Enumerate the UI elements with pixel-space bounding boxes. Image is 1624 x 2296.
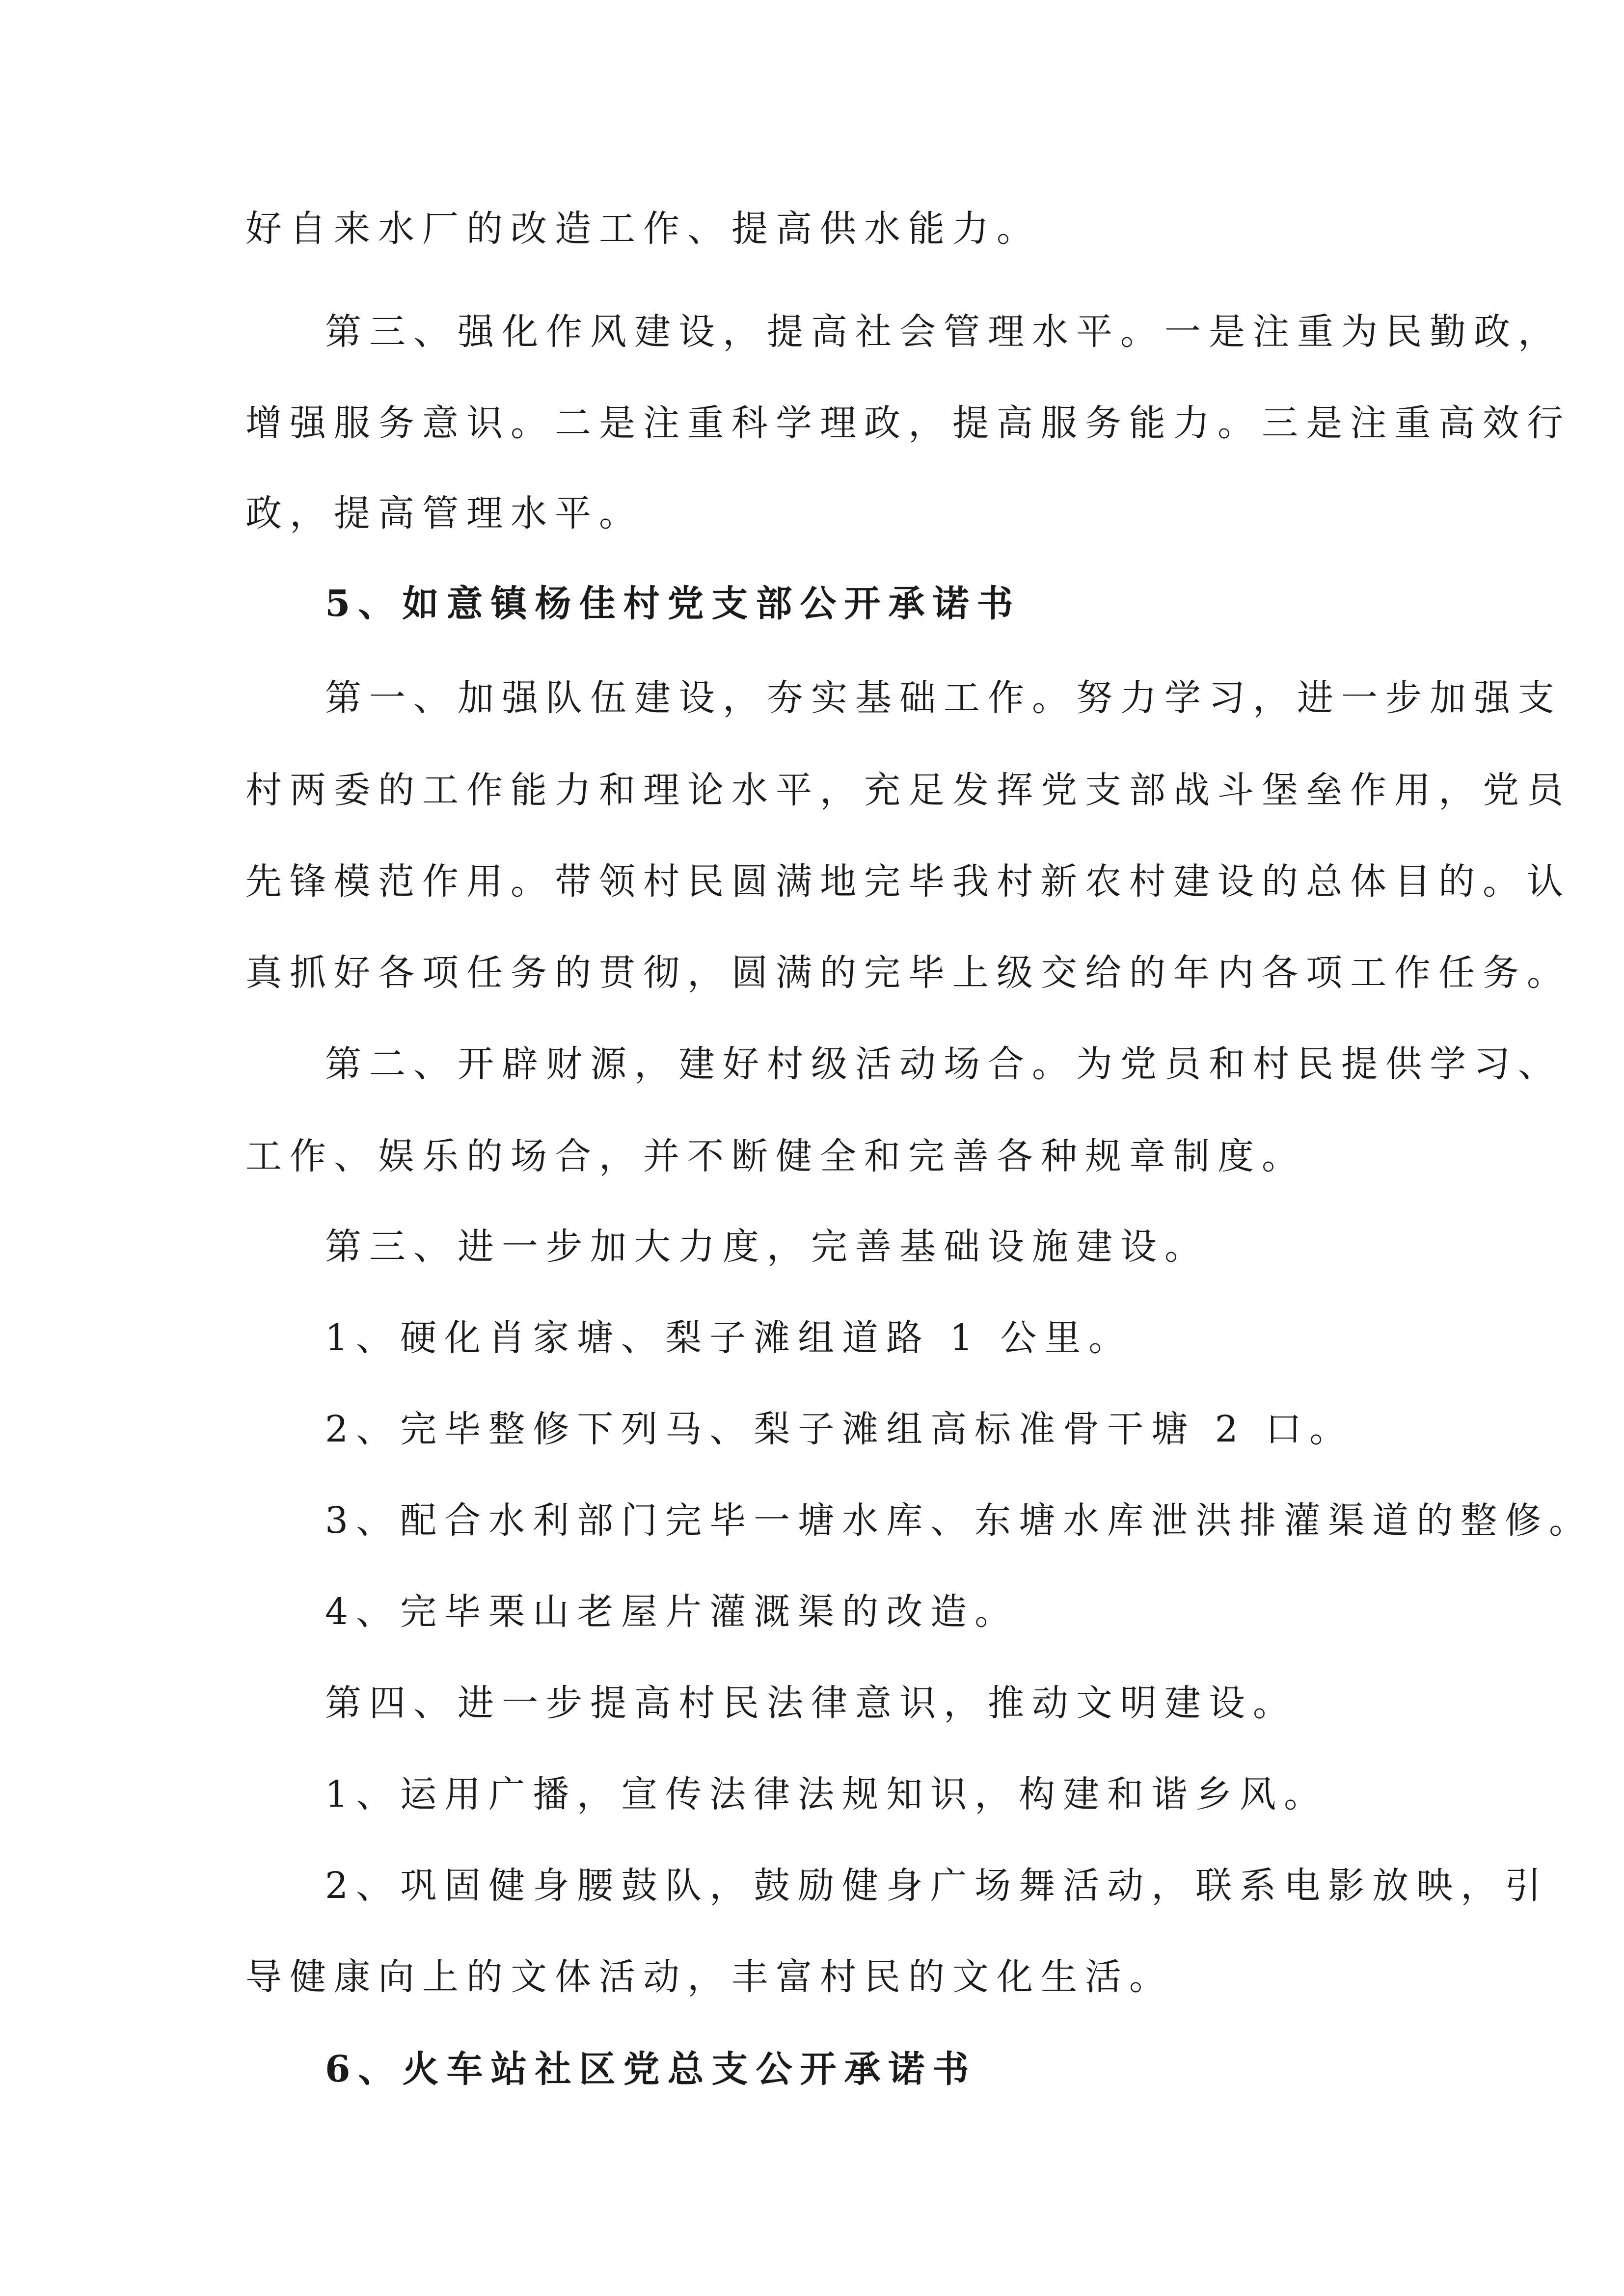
body-line-17: 第四、进一步提高村民法律意识，推动文明建设。 bbox=[325, 1682, 1297, 1724]
body-line-12: 第三、进一步加大力度，完善基础设施建设。 bbox=[325, 1226, 1209, 1268]
body-line-9: 真抓好各项任务的贯彻，圆满的完毕上级交给的年内各项工作任务。 bbox=[245, 952, 1571, 994]
body-line-1: 好自来水厂的改造工作、提高供水能力。 bbox=[245, 208, 1041, 250]
list-item-2: 2、完毕整修下列马、梨子滩组高标准骨干塘 2 口。 bbox=[325, 1408, 1354, 1450]
list-item-6: 2、巩固健身腰鼓队，鼓励健身广场舞活动，联系电影放映，引 bbox=[325, 1865, 1549, 1907]
body-line-20: 导健康向上的文体活动，丰富村民的文化生活。 bbox=[245, 1956, 1173, 1998]
body-line-6: 第一、加强队伍建设，夯实基础工作。努力学习，进一步加强支 bbox=[325, 677, 1562, 719]
list-item-3: 3、配合水利部门完毕一塘水库、东塘水库泄洪排灌渠道的整修。 bbox=[325, 1499, 1594, 1542]
body-line-4: 政，提高管理水平。 bbox=[245, 492, 643, 534]
section-heading-6: 6、火车站社区党总支公开承诺书 bbox=[325, 2048, 977, 2090]
body-line-7: 村两委的工作能力和理论水平，充足发挥党支部战斗堡垒作用，党员 bbox=[245, 769, 1571, 811]
body-line-10: 第二、开辟财源，建好村级活动场合。为党员和村民提供学习、 bbox=[325, 1043, 1562, 1085]
body-line-8: 先锋模范作用。带领村民圆满地完毕我村新农村建设的总体目的。认 bbox=[245, 860, 1571, 903]
list-item-5: 1、运用广播，宣传法律法规知识，构建和谐乡风。 bbox=[325, 1773, 1328, 1815]
body-line-3: 增强服务意识。二是注重科学理政，提高服务能力。三是注重高效行 bbox=[245, 402, 1571, 444]
body-line-2: 第三、强化作风建设，提高社会管理水平。一是注重为民勤政， bbox=[325, 311, 1562, 353]
list-item-4: 4、完毕栗山老屋片灌溉渠的改造。 bbox=[325, 1591, 1019, 1633]
body-line-11: 工作、娱乐的场合，并不断健全和完善各种规章制度。 bbox=[245, 1135, 1306, 1177]
section-heading-5: 5、如意镇杨佳村党支部公开承诺书 bbox=[325, 583, 1021, 625]
list-item-1: 1、硬化肖家塘、梨子滩组道路 1 公里。 bbox=[325, 1317, 1133, 1359]
